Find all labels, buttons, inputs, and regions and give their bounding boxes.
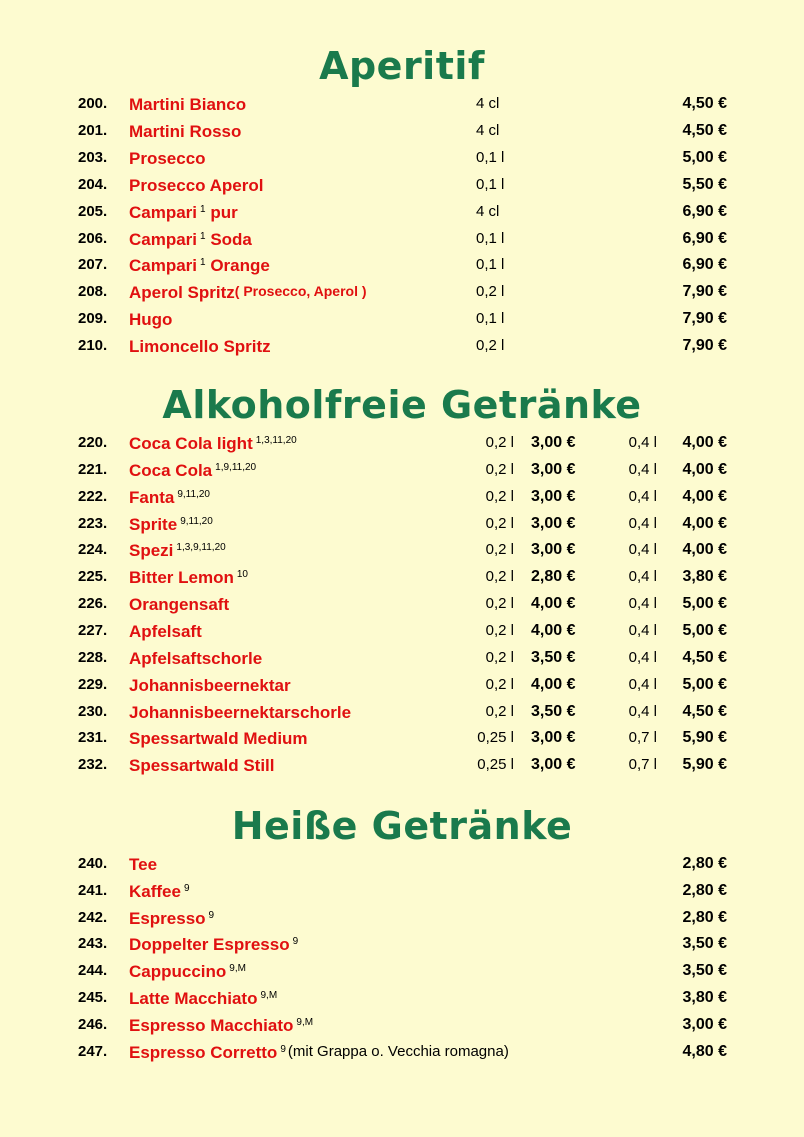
item-price-large: 5,00 € [682,621,727,639]
allergen-note: 1 [200,230,206,242]
item-name: Coca Cola $^{1,9,11,20}$ [129,460,257,480]
item-name: Latte Macchiato $^{9,M}$ [129,989,278,1008]
item-price-small: 3,00 € [531,434,576,451]
item-size-large: 0,4 l [628,487,657,505]
item-name: Spessartwald Medium [129,729,308,749]
allergen-note: 10 [236,569,248,581]
item-number: 245. [78,989,108,1006]
menu-item-row [0,1043,804,1070]
item-price-large: 5,00 € [682,675,727,693]
item-number: 210. [78,337,108,355]
item-price-large: 4,50 € [682,702,727,720]
menu-item-row [0,515,804,542]
item-number: 205. [78,202,108,220]
item-price: 4,50 € [682,95,727,112]
item-number: 228. [78,648,108,666]
item-price: 2,80 € [682,855,727,872]
item-name: Espresso $^9$ [129,908,215,928]
item-price-large: 4,00 € [682,487,727,505]
item-size-large: 0,4 l [628,568,657,586]
allergen-note: 9 [183,882,190,894]
allergen-note: 9 [292,936,299,948]
menu-item-row [0,729,804,756]
allergen-note: 1,3,9,11,20 [176,542,226,554]
allergen-note: 9,M [229,963,246,975]
menu-item-row [0,962,804,989]
item-name: Campari $^1$ pur [129,202,238,222]
item-size-small: 0,2 l [485,541,514,559]
item-name: Limoncello Spritz [129,337,271,357]
item-price-small: 3,00 € [531,729,576,747]
menu-item-row [0,488,804,515]
item-number: 229. [78,675,108,693]
item-price-large: 5,90 € [682,729,727,747]
menu-item-row [0,256,804,283]
item-size-small: 0,25 l [477,729,514,747]
menu-item-row [0,541,804,568]
item-size-small: 0,2 l [485,460,514,478]
item-size: 0,2 l [476,283,505,301]
item-number: 242. [78,908,108,926]
item-number: 225. [78,568,108,586]
allergen-note: 1 [200,257,206,269]
section-title-heiss: Heiße Getränke [231,804,573,848]
item-price: 7,90 € [682,337,727,355]
item-name: Fanta $^{9,11,20}$ [129,487,210,507]
item-price: 7,90 € [682,283,727,301]
allergen-note: 9,M [296,1016,314,1028]
item-price: 7,90 € [682,310,727,328]
item-number: 209. [78,310,108,328]
item-name: Apfelsaftschorle [129,648,263,668]
item-price-small: 3,00 € [531,460,576,478]
item-size-large: 0,4 l [628,595,657,613]
item-name: Tee [129,855,158,874]
item-price: 5,00 € [682,148,727,166]
item-number: 203. [78,148,108,166]
item-price-small: 3,50 € [531,648,576,666]
item-price-small: 3,50 € [531,702,576,720]
item-price-large: 4,00 € [682,541,727,559]
menu-item-row [0,756,804,783]
item-size-small: 0,2 l [485,621,514,639]
item-price-large: 4,00 € [682,514,727,532]
item-price: 3,50 € [682,935,727,953]
menu-item-row [0,461,804,488]
item-number: 227. [78,621,108,639]
item-size: 0,1 l [476,310,505,328]
item-size-large: 0,4 l [628,702,657,720]
menu-item-row [0,149,804,176]
menu-item-row [0,855,804,882]
menu-item-row [0,909,804,936]
item-number: 220. [78,434,108,451]
allergen-note: 9,M [260,990,278,1001]
item-price: 3,50 € [682,962,727,980]
menu-item-row [0,703,804,730]
allergen-note: 9,11,20 [177,488,210,500]
item-number: 208. [78,283,108,301]
item-price: 6,90 € [682,256,727,274]
item-price: 2,80 € [682,908,727,926]
item-name: Aperol Spritz ( Prosecco, Aperol ) [129,283,367,303]
menu-item-row [0,1016,804,1043]
item-name: Spessartwald Still [129,756,275,776]
allergen-note: 1,3,11,20 [255,435,297,446]
menu-item-row [0,649,804,676]
item-size-small: 0,2 l [485,514,514,532]
item-name: Martini Bianco [129,95,247,114]
item-price-small: 2,80 € [531,568,576,586]
item-size-large: 0,4 l [628,621,657,639]
item-price-large: 5,90 € [682,756,727,774]
item-size: 0,2 l [476,337,505,355]
item-name: Apfelsaft [129,621,202,641]
item-size-small: 0,25 l [477,756,514,774]
item-number: 223. [78,514,108,532]
item-name: Johannisbeernektarschorle [129,702,352,722]
menu-item-row [0,283,804,310]
item-number: 231. [78,729,108,747]
item-price: 4,80 € [682,1042,727,1060]
item-size-small: 0,2 l [485,702,514,720]
allergen-note: 9 [280,1043,286,1055]
item-price: 5,50 € [682,175,727,193]
item-number: 221. [78,460,108,478]
allergen-note: 9 [208,909,215,921]
item-number: 241. [78,881,108,899]
item-price: 2,80 € [682,881,727,899]
item-name: Doppelter Espresso $^9$ [129,935,299,955]
allergen-note: 1,9,11,20 [215,461,257,473]
menu-item-row [0,676,804,703]
item-name: Johannisbeernektar [129,675,291,695]
item-name: Prosecco Aperol [129,175,264,195]
item-size-large: 0,4 l [628,541,657,559]
item-name: Cappuccino $^{9,M}$ [129,962,246,982]
item-name: Campari $^1$ Orange [129,256,270,276]
item-number: 200. [78,95,108,112]
section-title-aperitif: Aperitif [319,44,485,88]
item-size-large: 0,4 l [628,648,657,666]
item-number: 232. [78,756,108,774]
menu-item-row [0,622,804,649]
item-price-small: 4,00 € [531,675,576,693]
menu-item-row [0,95,804,122]
item-size: 0,1 l [476,175,505,193]
item-size-large: 0,7 l [628,756,657,774]
item-size-large: 0,4 l [628,675,657,693]
item-size-large: 0,4 l [628,514,657,532]
item-number: 204. [78,175,108,193]
item-size-small: 0,2 l [485,648,514,666]
item-note: (mit Grappa o. Vecchia romagna) [287,1042,509,1060]
menu-item-row [0,434,804,461]
item-name: Espresso Macchiato $^{9,M}$ [129,1015,314,1035]
item-price-small: 3,00 € [531,756,576,774]
menu-item-row [0,568,804,595]
section-title-alkoholfrei: Alkoholfreie Getränke [162,383,642,427]
item-name: Campari $^1$ Soda [129,229,252,249]
item-size-small: 0,2 l [485,675,514,693]
item-price: 6,90 € [682,202,727,220]
item-price-large: 4,00 € [682,434,727,451]
menu-item-row [0,882,804,909]
item-number: 222. [78,487,108,505]
item-size: 0,1 l [476,256,505,274]
item-number: 244. [78,962,108,980]
menu-item-row [0,935,804,962]
item-price-large: 5,00 € [682,595,727,613]
item-price-small: 4,00 € [531,621,576,639]
item-number: 246. [78,1015,108,1033]
item-size-small: 0,2 l [485,568,514,586]
item-size-large: 0,4 l [628,434,657,451]
item-price: 4,50 € [682,121,727,139]
item-size-small: 0,2 l [485,487,514,505]
item-size: 4 cl [476,121,500,139]
item-name: Martini Rosso [129,121,242,141]
item-name: Bitter Lemon $^{10}$ [129,568,248,588]
item-price-large: 4,50 € [682,648,727,666]
allergen-note: 9,11,20 [180,515,213,527]
item-size-large: 0,7 l [628,729,657,747]
item-number: 224. [78,541,108,559]
item-price-large: 3,80 € [682,568,727,586]
item-size: 4 cl [476,202,500,220]
item-name: Espresso Corretto $^9$ (mit Grappa o. Vecchia romagna) [129,1042,509,1062]
menu-item-row [0,203,804,230]
item-price-large: 4,00 € [682,460,727,478]
item-number: 201. [78,121,108,139]
item-note: ( Prosecco, Aperol ) [234,283,367,300]
item-price: 3,80 € [682,989,727,1006]
item-number: 226. [78,595,108,613]
item-size: 4 cl [476,95,500,112]
item-price-small: 3,00 € [531,514,576,532]
item-price: 3,00 € [682,1015,727,1033]
menu-item-row [0,595,804,622]
item-price: 6,90 € [682,229,727,247]
item-size-small: 0,2 l [485,434,514,451]
menu-item-row [0,989,804,1016]
item-size: 0,1 l [476,148,505,166]
menu-item-row [0,310,804,337]
item-name: Sprite $^{9,11,20}$ [129,514,213,534]
item-size-large: 0,4 l [628,460,657,478]
item-number: 247. [78,1042,108,1060]
item-size-small: 0,2 l [485,595,514,613]
item-name: Prosecco [129,148,206,168]
item-name: Coca Cola light $^{1,3,11,20}$ [129,434,297,453]
item-name: Orangensaft [129,595,230,615]
item-number: 243. [78,935,108,953]
menu-item-row [0,230,804,257]
item-number: 207. [78,256,108,274]
item-name: Spezi $^{1,3,9,11,20}$ [129,541,226,561]
item-price-small: 3,00 € [531,487,576,505]
item-price-small: 3,00 € [531,541,576,559]
menu-item-row [0,337,804,364]
item-name: Hugo [129,310,173,330]
item-number: 240. [78,855,108,872]
menu-item-row [0,122,804,149]
item-number: 206. [78,229,108,247]
menu-item-row [0,176,804,203]
item-number: 230. [78,702,108,720]
item-name: Kaffee $^9$ [129,881,190,901]
item-price-small: 4,00 € [531,595,576,613]
allergen-note: 1 [200,203,206,215]
item-size: 0,1 l [476,229,505,247]
